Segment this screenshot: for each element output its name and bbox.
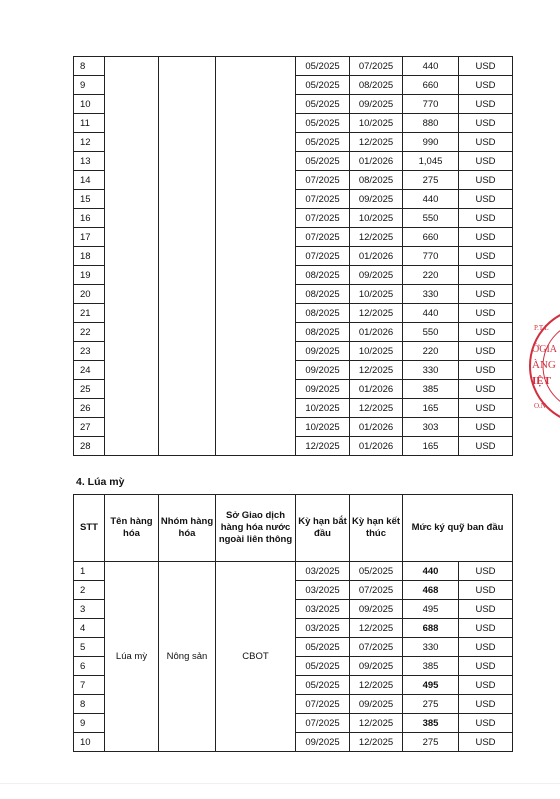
svg-text:ÀNG: ÀNG <box>532 359 556 371</box>
row-end: 10/2025 <box>350 342 403 361</box>
page-bottom-line <box>0 783 560 784</box>
row-currency: USD <box>459 57 513 76</box>
row-start: 03/2025 <box>296 581 350 600</box>
header-name: Tên hàng hóa <box>105 495 159 562</box>
row-currency: USD <box>459 171 513 190</box>
official-seal <box>528 296 560 436</box>
row-start: 07/2025 <box>296 695 350 714</box>
row-currency: USD <box>459 733 513 752</box>
header-stt: STT <box>74 495 105 562</box>
row-end: 01/2026 <box>350 323 403 342</box>
row-start: 09/2025 <box>296 733 350 752</box>
row-stt: 3 <box>74 600 105 619</box>
row-start: 05/2025 <box>296 676 350 695</box>
row-start: 09/2025 <box>296 361 350 380</box>
table-row <box>74 57 513 76</box>
row-value: 330 <box>403 638 459 657</box>
row-value: 303 <box>403 418 459 437</box>
row-stt: 27 <box>74 418 105 437</box>
row-stt: 5 <box>74 638 105 657</box>
row-currency: USD <box>459 418 513 437</box>
row-stt: 22 <box>74 323 105 342</box>
row-value: 440 <box>403 57 459 76</box>
row-currency: USD <box>459 600 513 619</box>
row-end: 12/2025 <box>350 361 403 380</box>
row-value: 770 <box>403 247 459 266</box>
row-value: 1,045 <box>403 152 459 171</box>
row-stt: 20 <box>74 285 105 304</box>
row-value: 330 <box>403 285 459 304</box>
merged-cell-name: Lúa mỳ <box>105 562 159 752</box>
row-end: 09/2025 <box>350 95 403 114</box>
row-currency: USD <box>459 342 513 361</box>
row-end: 09/2025 <box>350 695 403 714</box>
row-stt: 9 <box>74 76 105 95</box>
row-value: 880 <box>403 114 459 133</box>
row-end: 12/2025 <box>350 733 403 752</box>
row-stt: 23 <box>74 342 105 361</box>
row-currency: USD <box>459 638 513 657</box>
header-end: Kỳ hạn kết thúc <box>350 495 403 562</box>
row-stt: 8 <box>74 695 105 714</box>
row-start: 07/2025 <box>296 171 350 190</box>
row-end: 12/2025 <box>350 714 403 733</box>
row-start: 10/2025 <box>296 399 350 418</box>
row-start: 08/2025 <box>296 266 350 285</box>
row-value: 275 <box>403 695 459 714</box>
row-stt: 19 <box>74 266 105 285</box>
row-stt: 1 <box>74 562 105 581</box>
row-start: 05/2025 <box>296 638 350 657</box>
row-end: 05/2025 <box>350 562 403 581</box>
row-start: 07/2025 <box>296 247 350 266</box>
header-group: Nhóm hàng hóa <box>159 495 216 562</box>
margin-table-continued <box>73 56 513 456</box>
row-value: 468 <box>403 581 459 600</box>
merged-cell-exchange: CBOT <box>216 562 296 752</box>
row-currency: USD <box>459 304 513 323</box>
row-value: 275 <box>403 733 459 752</box>
row-stt: 15 <box>74 190 105 209</box>
row-currency: USD <box>459 209 513 228</box>
row-stt: 25 <box>74 380 105 399</box>
row-end: 12/2025 <box>350 304 403 323</box>
row-stt: 9 <box>74 714 105 733</box>
svg-text:IỆT: IỆT <box>532 375 551 387</box>
row-currency: USD <box>459 323 513 342</box>
row-value: 495 <box>403 676 459 695</box>
row-stt: 6 <box>74 657 105 676</box>
svg-text:ỞGIA: ỞGIA <box>532 344 557 355</box>
row-value: 275 <box>403 171 459 190</box>
section-title: 4. Lúa mỳ <box>76 476 125 488</box>
row-currency: USD <box>459 676 513 695</box>
row-currency: USD <box>459 152 513 171</box>
wheat-margin-table <box>73 494 513 752</box>
row-value: 220 <box>403 342 459 361</box>
merged-cell-exchange <box>216 57 296 456</box>
table-header-row <box>74 495 513 562</box>
row-end: 12/2025 <box>350 619 403 638</box>
row-end: 12/2025 <box>350 399 403 418</box>
row-stt: 7 <box>74 676 105 695</box>
row-end: 01/2026 <box>350 418 403 437</box>
row-end: 09/2025 <box>350 190 403 209</box>
header-start: Kỳ hạn bắt đầu <box>296 495 350 562</box>
row-currency: USD <box>459 95 513 114</box>
table-row <box>74 562 513 581</box>
row-start: 07/2025 <box>296 209 350 228</box>
row-value: 385 <box>403 714 459 733</box>
row-currency: USD <box>459 562 513 581</box>
row-end: 08/2025 <box>350 171 403 190</box>
row-end: 01/2026 <box>350 152 403 171</box>
row-currency: USD <box>459 380 513 399</box>
row-end: 09/2025 <box>350 657 403 676</box>
row-currency: USD <box>459 437 513 456</box>
row-end: 08/2025 <box>350 76 403 95</box>
row-start: 05/2025 <box>296 57 350 76</box>
row-stt: 10 <box>74 733 105 752</box>
row-currency: USD <box>459 619 513 638</box>
row-end: 01/2026 <box>350 380 403 399</box>
row-currency: USD <box>459 228 513 247</box>
row-currency: USD <box>459 133 513 152</box>
row-value: 550 <box>403 209 459 228</box>
row-value: 330 <box>403 361 459 380</box>
row-end: 10/2025 <box>350 209 403 228</box>
row-currency: USD <box>459 361 513 380</box>
row-currency: USD <box>459 190 513 209</box>
row-start: 07/2025 <box>296 190 350 209</box>
svg-text:P.T.L: P.T.L <box>534 324 549 332</box>
row-start: 05/2025 <box>296 657 350 676</box>
row-stt: 17 <box>74 228 105 247</box>
header-margin: Mức ký quỹ ban đầu <box>403 495 513 562</box>
row-end: 09/2025 <box>350 600 403 619</box>
row-start: 05/2025 <box>296 95 350 114</box>
row-value: 495 <box>403 600 459 619</box>
row-currency: USD <box>459 76 513 95</box>
row-currency: USD <box>459 266 513 285</box>
row-start: 08/2025 <box>296 285 350 304</box>
row-start: 03/2025 <box>296 562 350 581</box>
row-start: 12/2025 <box>296 437 350 456</box>
row-value: 440 <box>403 304 459 323</box>
row-start: 05/2025 <box>296 114 350 133</box>
row-start: 09/2025 <box>296 342 350 361</box>
row-start: 05/2025 <box>296 76 350 95</box>
row-stt: 12 <box>74 133 105 152</box>
row-stt: 11 <box>74 114 105 133</box>
row-start: 05/2025 <box>296 152 350 171</box>
row-start: 09/2025 <box>296 380 350 399</box>
row-value: 385 <box>403 657 459 676</box>
row-end: 12/2025 <box>350 676 403 695</box>
row-start: 08/2025 <box>296 304 350 323</box>
row-value: 165 <box>403 437 459 456</box>
row-value: 440 <box>403 190 459 209</box>
row-end: 10/2025 <box>350 285 403 304</box>
row-value: 688 <box>403 619 459 638</box>
row-value: 385 <box>403 380 459 399</box>
row-value: 440 <box>403 562 459 581</box>
row-end: 09/2025 <box>350 266 403 285</box>
row-end: 12/2025 <box>350 133 403 152</box>
row-value: 550 <box>403 323 459 342</box>
row-currency: USD <box>459 247 513 266</box>
row-value: 770 <box>403 95 459 114</box>
row-end: 01/2026 <box>350 247 403 266</box>
row-stt: 21 <box>74 304 105 323</box>
row-start: 05/2025 <box>296 133 350 152</box>
row-end: 07/2025 <box>350 57 403 76</box>
row-currency: USD <box>459 581 513 600</box>
row-currency: USD <box>459 657 513 676</box>
row-stt: 14 <box>74 171 105 190</box>
row-start: 07/2025 <box>296 228 350 247</box>
row-stt: 26 <box>74 399 105 418</box>
row-currency: USD <box>459 114 513 133</box>
row-end: 10/2025 <box>350 114 403 133</box>
merged-cell-group: Nông sản <box>159 562 216 752</box>
row-end: 12/2025 <box>350 228 403 247</box>
row-stt: 18 <box>74 247 105 266</box>
row-end: 07/2025 <box>350 581 403 600</box>
row-currency: USD <box>459 695 513 714</box>
row-value: 990 <box>403 133 459 152</box>
merged-cell-name <box>105 57 159 456</box>
merged-cell-group <box>159 57 216 456</box>
row-currency: USD <box>459 714 513 733</box>
row-stt: 10 <box>74 95 105 114</box>
header-exchange: Sở Giao dịch hàng hóa nước ngoài liên thông <box>216 495 296 562</box>
row-stt: 28 <box>74 437 105 456</box>
row-stt: 24 <box>74 361 105 380</box>
svg-text:O.N: O.N <box>534 402 546 410</box>
row-stt: 4 <box>74 619 105 638</box>
row-start: 08/2025 <box>296 323 350 342</box>
row-start: 03/2025 <box>296 619 350 638</box>
row-start: 10/2025 <box>296 418 350 437</box>
row-end: 01/2026 <box>350 437 403 456</box>
row-currency: USD <box>459 399 513 418</box>
row-start: 03/2025 <box>296 600 350 619</box>
row-stt: 16 <box>74 209 105 228</box>
row-value: 220 <box>403 266 459 285</box>
row-value: 660 <box>403 228 459 247</box>
row-value: 165 <box>403 399 459 418</box>
row-stt: 2 <box>74 581 105 600</box>
row-stt: 13 <box>74 152 105 171</box>
row-currency: USD <box>459 285 513 304</box>
row-end: 07/2025 <box>350 638 403 657</box>
row-value: 660 <box>403 76 459 95</box>
row-stt: 8 <box>74 57 105 76</box>
row-start: 07/2025 <box>296 714 350 733</box>
